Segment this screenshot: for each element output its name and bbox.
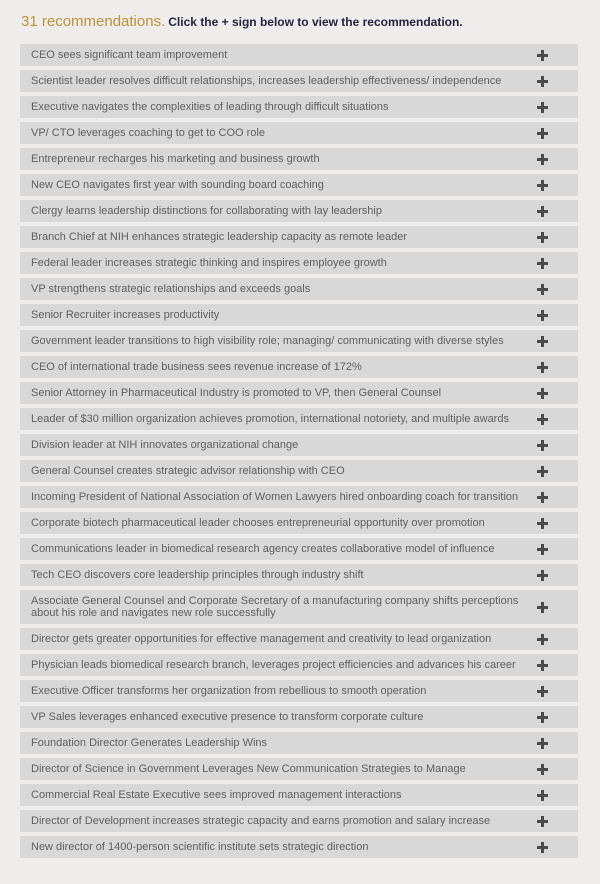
recommendation-title: Clergy learns leadership distinctions for collaborating with lay leadership — [31, 205, 382, 217]
recommendation-row[interactable] — [20, 148, 578, 170]
recommendation-title: Physician leads biomedical research branch, leverages project efficiencies and advances his career — [31, 659, 516, 671]
plus-icon[interactable] — [537, 128, 548, 139]
plus-icon[interactable] — [537, 634, 548, 645]
recommendation-row[interactable] — [20, 252, 578, 274]
plus-icon[interactable] — [537, 336, 548, 347]
recommendation-row[interactable] — [20, 680, 578, 702]
plus-icon[interactable] — [537, 544, 548, 555]
recommendations-accordion — [20, 44, 578, 858]
recommendation-row[interactable] — [20, 654, 578, 676]
plus-icon[interactable] — [537, 258, 548, 269]
plus-icon[interactable] — [537, 50, 548, 61]
plus-icon[interactable] — [537, 206, 548, 217]
recommendation-title: Division leader at NIH innovates organizational change — [31, 439, 299, 451]
recommendation-row[interactable] — [20, 382, 578, 404]
plus-icon[interactable] — [537, 660, 548, 671]
plus-icon[interactable] — [537, 712, 548, 723]
recommendation-row[interactable] — [20, 836, 578, 858]
recommendation-title: Government leader transitions to high visibility role; managing/ communicating with diverse styles — [31, 335, 504, 347]
recommendation-row[interactable] — [20, 96, 578, 118]
recommendation-title: Incoming President of National Association of Women Lawyers hired onboarding coach for transition — [31, 491, 519, 503]
plus-icon[interactable] — [537, 518, 548, 529]
recommendation-row[interactable] — [20, 434, 578, 456]
recommendation-title: New CEO navigates first year with sounding board coaching — [31, 179, 324, 191]
recommendation-title: VP strengthens strategic relationships and exceeds goals — [31, 283, 311, 295]
plus-icon[interactable] — [537, 816, 548, 827]
recommendation-title: Entrepreneur recharges his marketing and business growth — [31, 153, 320, 165]
plus-icon[interactable] — [537, 180, 548, 191]
plus-icon[interactable] — [537, 570, 548, 581]
recommendation-title: Associate General Counsel and Corporate Secretary of a manufacturing company shifts perceptions about his role and navigates new role successfully — [31, 595, 519, 619]
recommendation-title: Corporate biotech pharmaceutical leader chooses entrepreneurial opportunity over promotion — [31, 517, 485, 529]
recommendation-row[interactable] — [20, 304, 578, 326]
recommendation-title: VP Sales leverages enhanced executive presence to transform corporate culture — [31, 711, 424, 723]
plus-icon[interactable] — [537, 76, 548, 87]
plus-icon[interactable] — [537, 154, 548, 165]
plus-icon[interactable] — [537, 284, 548, 295]
plus-icon[interactable] — [537, 414, 548, 425]
recommendation-row[interactable] — [20, 512, 578, 534]
recommendation-row[interactable] — [20, 226, 578, 248]
instruction-text: Click the + sign below to view the recommendation. — [168, 15, 463, 29]
recommendation-title: Director of Development increases strategic capacity and earns promotion and salary increase — [31, 815, 491, 827]
recommendation-row[interactable] — [20, 70, 578, 92]
plus-icon[interactable] — [537, 602, 548, 613]
plus-icon[interactable] — [537, 492, 548, 503]
plus-icon[interactable] — [537, 686, 548, 697]
recommendation-row[interactable] — [20, 590, 578, 624]
plus-icon[interactable] — [537, 466, 548, 477]
plus-icon[interactable] — [537, 310, 548, 321]
recommendation-row[interactable] — [20, 278, 578, 300]
recommendation-title: Director of Science in Government Leverages New Communication Strategies to Manage — [31, 763, 466, 775]
recommendation-row[interactable] — [20, 460, 578, 482]
plus-icon[interactable] — [537, 388, 548, 399]
recommendation-row[interactable] — [20, 486, 578, 508]
page-header — [0, 0, 600, 31]
plus-icon[interactable] — [537, 232, 548, 243]
recommendation-title: New director of 1400-person scientific institute sets strategic direction — [31, 841, 369, 853]
plus-icon[interactable] — [537, 440, 548, 451]
recommendation-title: General Counsel creates strategic advisor relationship with CEO — [31, 465, 345, 477]
recommendation-row[interactable] — [20, 44, 578, 66]
recommendation-row[interactable] — [20, 174, 578, 196]
recommendation-title: Executive Officer transforms her organization from rebellious to smooth operation — [31, 685, 427, 697]
recommendation-title: Communications leader in biomedical research agency creates collaborative model of influence — [31, 543, 495, 555]
recommendation-row[interactable] — [20, 408, 578, 430]
plus-icon[interactable] — [537, 738, 548, 749]
recommendation-row[interactable] — [20, 330, 578, 352]
recommendation-row[interactable] — [20, 810, 578, 832]
recommendation-row[interactable] — [20, 628, 578, 650]
recommendation-title: Executive navigates the complexities of leading through difficult situations — [31, 101, 389, 113]
recommendation-title: Commercial Real Estate Executive sees improved management interactions — [31, 789, 402, 801]
recommendation-title: Scientist leader resolves difficult relationships, increases leadership effectiveness/ independence — [31, 75, 502, 87]
plus-icon[interactable] — [537, 790, 548, 801]
recommendation-row[interactable] — [20, 538, 578, 560]
recommendation-row[interactable] — [20, 732, 578, 754]
recommendation-row[interactable] — [20, 564, 578, 586]
recommendations-count-title: 31 recommendations. — [21, 13, 166, 30]
recommendation-title: Director gets greater opportunities for effective management and creativity to lead organization — [31, 633, 492, 645]
recommendation-title: CEO of international trade business sees revenue increase of 172% — [31, 361, 362, 373]
recommendation-title: Foundation Director Generates Leadership Wins — [31, 737, 268, 749]
plus-icon[interactable] — [537, 764, 548, 775]
recommendation-title: Federal leader increases strategic thinking and inspires employee growth — [31, 257, 387, 269]
recommendation-row[interactable] — [20, 706, 578, 728]
recommendation-row[interactable] — [20, 356, 578, 378]
plus-icon[interactable] — [537, 102, 548, 113]
recommendation-title: Senior Recruiter increases productivity — [31, 309, 220, 321]
recommendation-row[interactable] — [20, 122, 578, 144]
recommendation-title: Leader of $30 million organization achieves promotion, international notoriety, and multiple awards — [31, 413, 509, 425]
plus-icon[interactable] — [537, 842, 548, 853]
recommendation-row[interactable] — [20, 200, 578, 222]
recommendation-title: Senior Attorney in Pharmaceutical Industry is promoted to VP, then General Counsel — [31, 387, 442, 399]
recommendation-title: Tech CEO discovers core leadership principles through industry shift — [31, 569, 364, 581]
recommendation-title: VP/ CTO leverages coaching to get to COO role — [31, 127, 265, 139]
plus-icon[interactable] — [537, 362, 548, 373]
recommendation-row[interactable] — [20, 784, 578, 806]
recommendation-row[interactable] — [20, 758, 578, 780]
recommendation-title: Branch Chief at NIH enhances strategic leadership capacity as remote leader — [31, 231, 408, 243]
recommendation-title: CEO sees significant team improvement — [31, 49, 228, 61]
